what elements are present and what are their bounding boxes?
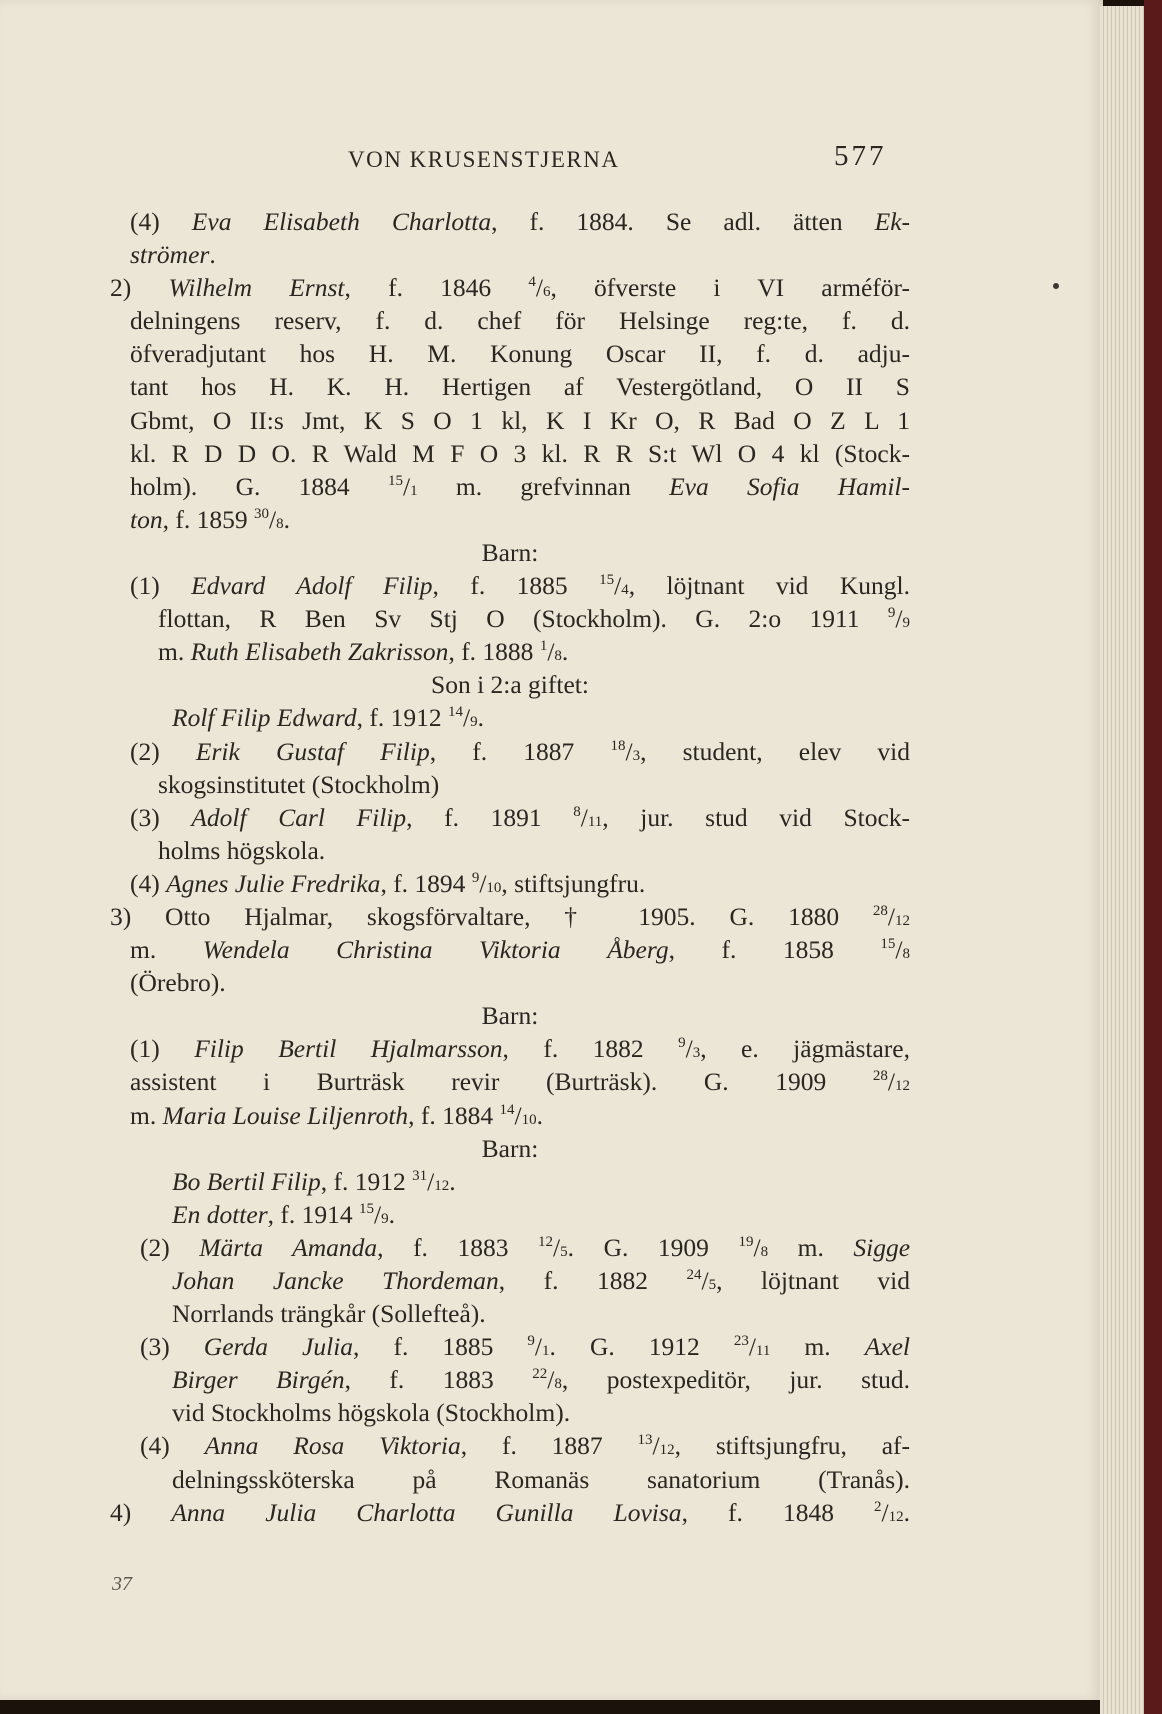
text-line: En dotter, f. 1914 $^{15}$/9. xyxy=(172,1199,395,1229)
text-line: holm). G. 1884 $^{15}$/1 m. grefvinnan Eva Sofia Hamil- xyxy=(130,471,910,501)
text-line: Johan Jancke Thordeman, f. 1882 $^{24}$/5, löjtnant vid xyxy=(172,1266,910,1295)
running-head: VON KRUSENSTJERNA xyxy=(348,147,620,172)
text-line: Rolf Filip Edward, f. 1912 $^{14}$/9. xyxy=(172,703,484,733)
text-line: (1) Edvard Adolf Filip, f. 1885 $^{15}$/4, löjtnant vid Kungl. xyxy=(130,571,910,601)
text-line: m. Ruth Elisabeth Zakrisson, f. 1888 $^1$/8. xyxy=(158,637,569,667)
text-line: skogsinstitutet (Stockholm) xyxy=(158,769,440,799)
text-line: 4) Anna Julia Charlotta Gunilla Lovisa, f. 1848 $^2$/12. xyxy=(110,1497,910,1527)
text-line: (4) Eva Elisabeth Charlotta, f. 1884. Se adl. ätten Ek- xyxy=(130,207,910,236)
text-line: holms högskola. xyxy=(158,835,326,865)
text-line: Gbmt, O II:s Jmt, K S O 1 kl, K I Kr O, R Bad O Z L 1 xyxy=(130,405,910,435)
text-line: Norrlands trängkår (Sollefteå). xyxy=(172,1299,486,1329)
section-heading: Barn: xyxy=(481,1001,539,1031)
text-line: (Örebro). xyxy=(130,968,226,998)
text-line: (3) Adolf Carl Filip, f. 1891 $^8$/11, jur. stud vid Stock- xyxy=(130,802,910,832)
text-line: delningens reserv, f. d. chef för Helsinge reg:te, f. d. xyxy=(130,306,910,336)
text-line: (4) Anna Rosa Viktoria, f. 1887 $^{13}$/12, stiftsjungfru, af- xyxy=(140,1431,910,1461)
text-line: öfveradjutant hos H. M. Konung Oscar II, f. d. adju- xyxy=(130,339,910,369)
text-line: ton, f. 1859 $^{30}$/8. xyxy=(130,504,290,534)
text-line: vid Stockholms högskola (Stockholm). xyxy=(172,1398,571,1428)
genealogy-text xyxy=(110,205,910,1529)
printer-signature: 37 xyxy=(112,1573,132,1595)
text-line: m. Wendela Christina Viktoria Åberg, f. 1858 $^{15}$/8 xyxy=(130,935,910,965)
text-line: Bo Bertil Filip, f. 1912 $^{31}$/12. xyxy=(172,1166,456,1196)
page-number: 577 xyxy=(834,140,887,172)
text-line: assistent i Burträsk revir (Burträsk). G. 1909 $^{28}$/12 xyxy=(130,1067,910,1097)
text-line: (2) Märta Amanda, f. 1883 $^{12}$/5. G. 1909 $^{19}$/8 m. Sigge xyxy=(140,1232,910,1262)
page-edges xyxy=(1100,6,1144,1714)
text-line: (1) Filip Bertil Hjalmarsson, f. 1882 $^9$/3, e. jägmästare, xyxy=(130,1034,910,1064)
section-heading: Barn: xyxy=(481,537,539,567)
section-heading: Barn: xyxy=(481,1133,539,1163)
text-line: flottan, R Ben Sv Stj O (Stockholm). G. 2:o 1911 $^9$/9 xyxy=(158,604,910,634)
text-line: (2) Erik Gustaf Filip, f. 1887 $^{18}$/3, student, elev vid xyxy=(130,736,910,766)
text-line: delningssköterska på Romanäs sanatorium (Tranås). xyxy=(172,1464,910,1494)
text-line: (4) Agnes Julie Fredrika, f. 1894 $^9$/10, stiftsjungfru. xyxy=(130,868,646,898)
text-line: 3) Otto Hjalmar, skogsförvaltare, † 1905. G. 1880 $^{28}$/12 xyxy=(110,901,910,931)
text-line: Birger Birgén, f. 1883 $^{22}$/8, postexpeditör, jur. stud. xyxy=(172,1365,910,1395)
text-line: (3) Gerda Julia, f. 1885 $^9$/1. G. 1912 $^{23}$/11 m. Axel xyxy=(140,1332,910,1362)
text-line: strömer. xyxy=(130,240,216,270)
text-line: m. Maria Louise Liljenroth, f. 1884 $^{14}$/10. xyxy=(130,1100,544,1130)
text-line: tant hos H. K. H. Hertigen af Vestergötland, O II S xyxy=(130,372,910,402)
text-line: 2) Wilhelm Ernst, f. 1846 $^4$/6, öfverste i VI arméför- xyxy=(110,273,910,303)
book-cover xyxy=(1144,0,1162,1714)
text-line: kl. R D D O. R Wald M F O 3 kl. R R S:t Wl O 4 kl (Stock- xyxy=(130,438,910,468)
section-heading: Son i 2:a giftet: xyxy=(431,670,589,700)
print-mark xyxy=(1053,283,1059,289)
